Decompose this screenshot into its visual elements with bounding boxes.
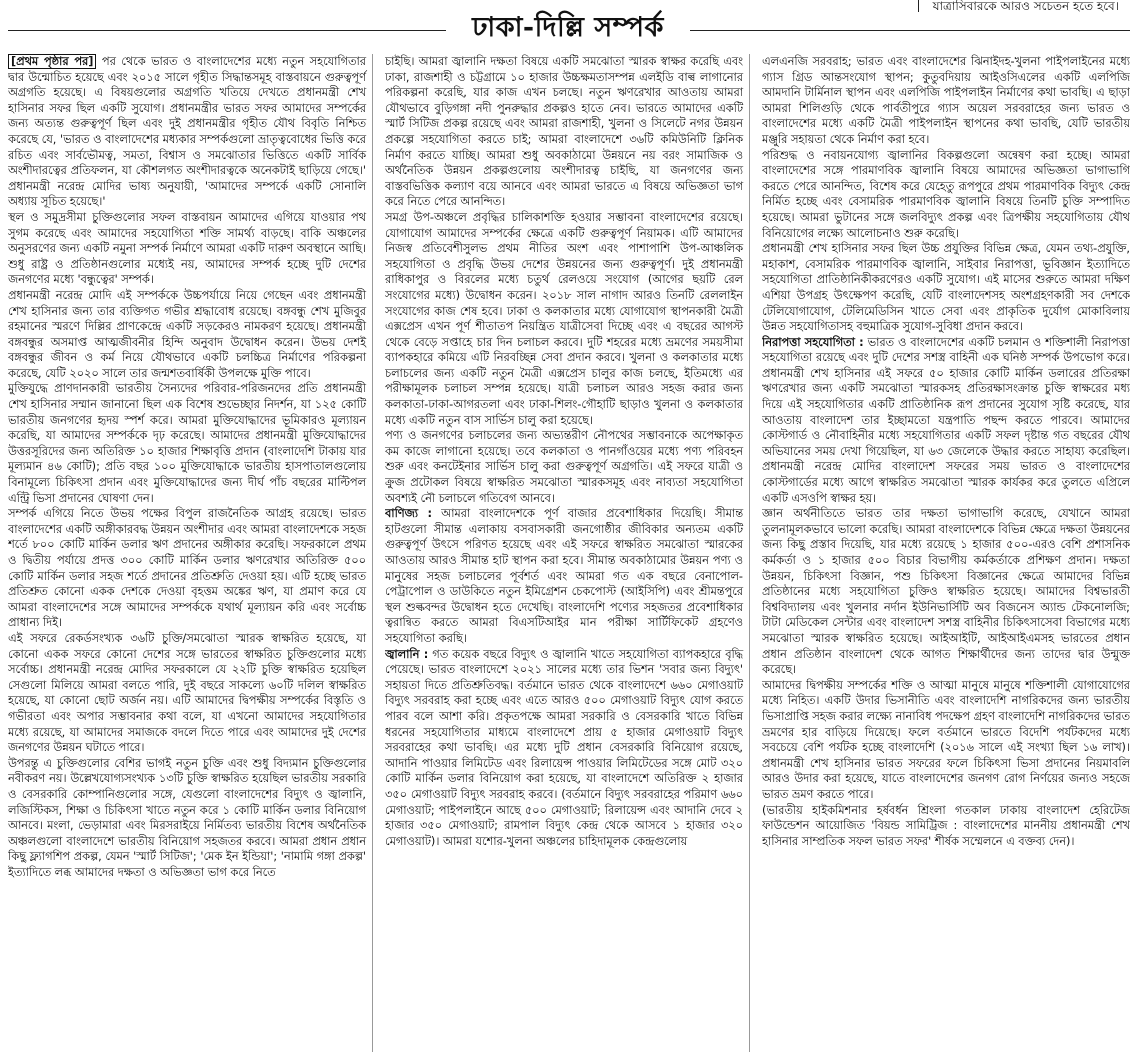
paragraph-text: পণ্য ও জনগণের চলাচলের জন্য অভ্যন্তরীণ নৌপথের সম্ভাবনাকে অপেক্ষাকৃত কম কাজে লাগানো হয়েছে। তবে কলকাতা ও পানগাঁওয়ের মধ্যে পণ্য পরিবহন শুরু এবং কনটেইনার সার্ভিস চালু করা গুরুত্বপূর্ণ অগ্রগতি। এই সফরে যাত্রী ও ক্রুজ প্রটোকল বিষয়ে স্বাক্ষরিত সমঝোতা স্মারকসমূহ এবং নাব্যতা সহযোগিতা অবশ্যই নৌ চলাচলে গতিবেগ আনবে। <box>385 429 743 505</box>
paragraph-text: গত কয়েক বছরে বিদ্যুৎ ও জ্বালানি খাতে সহযোগিতা ব্যাপকহারে বৃদ্ধি পেয়েছে। ভারত বাংলাদেশে ২০২১ সালের মধ্যে তার ভিশন 'সবার জন্য বিদ্যুৎ' সহায়তা দিতে প্রতিশ্রুতিবদ্ধ। বর্তমানে ভারত থেকে বাংলাদেশে ৬৬০ মেগাওয়াট বিদ্যুৎ সরবরাহ করা হচ্ছে এবং এতে আরও ৫০০ মেগাওয়াট বিদ্যুৎ যোগ করতে পারব বলে আশা করি। প্রকৃতপক্ষে আমরা সরকারি ও বেসরকারি খাতে বিভিন্ন ধরনের সহযোগিতার মাধ্যমে বাংলাদেশে প্রায় ৫ হাজার মেগাওয়াট বিদ্যুৎ সরবরাহের কথা ভাবছি। এর মধ্যে দুটি প্রধান বেসরকারি বিনিয়োগ রয়েছে, আদানি পাওয়ার লিমিটেড এবং রিলায়েন্স পাওয়ার লিমিটেডের সঙ্গে মোট ৩২০ কোটি মার্কিন ডলার বিনিয়োগ করা হয়েছে, যা বাংলাদেশে অতিরিক্ত ২ হাজার ৩৫০ মেগাওয়াট বিদ্যুৎ সরবরাহ করবে। (বর্তমানে বিদ্যুৎ সরবরাহের পরিমাণ ৬৬০ মেগাওয়াট; পাইপলাইনে আছে ৫০০ মেগাওয়াট; রিলায়েন্স এবং আদানি দেবে ২ হাজার ৩৫০ মেগাওয়াট; রামপাল বিদ্যুৎ কেন্দ্র থেকে আসবে ১ হাজার ৩২০ মেগাওয়াট)। আমরা যশোর-খুলনা অঞ্চলের চাহিদামূলক কেন্দ্রগুলোয় <box>385 647 743 848</box>
paragraph-text: এই সফরে রেকর্ডসংখ্যক ৩৬টি চুক্তি/সমঝোতা স্মারক স্বাক্ষরিত হয়েছে, যা কোনো একক সফরে কোনো দেশের সঙ্গে ভারতের স্বাক্ষরিত চুক্তিগুলোর মধ্যে সর্বোচ্চ। প্রধানমন্ত্রী নরেন্দ্র মোদির সফরকালে যে ২২টি চুক্তি স্বাক্ষরিত হয়েছিল সেগুলো মিলিয়ে আমরা বলতে পারি, দুই বছরে সাকল্যে ৬০টি দলিল স্বাক্ষরিত হয়েছে, যা কোনো ছোট অর্জন নয়। এটি আমাদের দ্বিপক্ষীয় সম্পর্কের বিস্তৃতি ও গভীরতা এবং অপার সম্ভাবনার কথা বলে, যা এখনো আমাদের সহযোগিতার মধ্যে রয়েছে, যা আমাদের সমাজকে বদলে দিতে পারে এবং আমাদের দুই দেশের জনগণের উন্নয়ন ঘটাতে পারে। <box>8 631 366 755</box>
article-paragraph <box>8 54 366 210</box>
paragraph-lead: নিরাপত্তা সহযোগিতা : <box>762 335 864 349</box>
article-paragraph <box>8 506 366 631</box>
article-paragraph <box>762 54 1130 148</box>
article-paragraph <box>762 803 1130 850</box>
article-paragraph <box>762 241 1130 335</box>
article-body <box>8 54 1130 1052</box>
title-rule-right <box>690 30 1130 31</box>
article-paragraph <box>8 210 366 288</box>
paragraph-text: ভারত ও বাংলাদেশের একটি চলমান ও শক্তিশালী নিরাপত্তা সহযোগিতা রয়েছে এবং দুটি দেশের সশস্ত্র বাহিনী এক ঘনিষ্ঠ সম্পর্ক উপভোগ করে। প্রধানমন্ত্রী শেখ হাসিনার এই সফরে ৫০ হাজার কোটি মার্কিন ডলারের প্রতিরক্ষা ঋণরেখার জন্য একটি সমঝোতা স্মারকসহ প্রতিরক্ষাসংক্রান্ত চুক্তি স্বাক্ষরের মধ্য দিয়ে এই সহযোগিতার একটি প্রাতিষ্ঠানিক রূপ প্রদানের সুযোগ সৃষ্টি করেছে, যার আওতায় বাংলাদেশ তার ইচ্ছামতো যন্ত্রপাতি পছন্দ করতে পারবে। আমাদের কোস্টগার্ড ও নৌবাহিনীর মধ্যে সহযোগিতার একটি সফল দৃষ্টান্ত গত বছরের যৌথ অভিযানের সময় দেখা গিয়েছিল, যা ৬৩ জেলেকে উদ্ধার করতে সাহায্য করেছিল। প্রধানমন্ত্রী নরেন্দ্র মোদির বাংলাদেশ সফরের সময় ভারত ও বাংলাদেশের কোস্টগার্ডের মধ্যে আগে স্বাক্ষরিত সমঝোতা স্মারক কার্যকর করে তুলতে এপ্রিলে একটি এসওপি স্বাক্ষর হয়। <box>762 335 1130 505</box>
paragraph-text: প্রধানমন্ত্রী শেখ হাসিনার সফর ছিল উচ্চ প্রযুক্তির বিভিন্ন ক্ষেত্র, যেমন তথ্য-প্রযুক্তি, মহাকাশ, বেসামরিক পারমাণবিক জ্বালানি, সাইবার নিরাপত্তা, ভূবিজ্ঞান ইত্যাদিতে সহযোগিতা প্রাতিষ্ঠানিকীকরণেরও একটি সুযোগ। এই মাসের শুরুতে আমরা দক্ষিণ এশিয়া উপগ্রহ উৎক্ষেপণ করেছি, যেটি বাংলাদেশসহ অংশগ্রহণকারী সব দেশকে টেলিযোগাযোগ, টেলিমেডিসিন খাতে সেবা এবং প্রাকৃতিক দুর্যোগ মোকাবিলায় উন্নত সহযোগিতাসহ বহুমাত্রিক সুযোগ-সুবিধা প্রদান করবে। <box>762 242 1130 334</box>
paragraph-text: (ভারতীয় হাইকমিশনার হর্ষবর্ধন শ্রিংলা গতকাল ঢাকায় বাংলাদেশ হেরিটেজ ফাউন্ডেশন আয়োজিত 'বিয়ন্ড সামিট্রিজ : বাংলাদেশের মাননীয় প্রধানমন্ত্রী শেখ হাসিনার সাম্প্রতিক সফল ভারত সফর' শীর্ষক সম্মেলনে এ বক্তব্য দেন)। <box>762 803 1130 848</box>
article-column-2 <box>385 54 750 1052</box>
paragraph-text: প্রধানমন্ত্রী নরেন্দ্র মোদি এই সম্পর্ককে উচ্চপর্যায়ে নিয়ে গেছেন এবং প্রধানমন্ত্রী শেখ হাসিনার জন্য তার ব্যক্তিগত গভীর শ্রদ্ধাবোধ রয়েছে। বঙ্গবন্ধু শেখ মুজিবুর রহমানের স্মরণে দিল্লির প্রাণকেন্দ্রে একটি সড়কেরও নামকরণ হয়েছে। প্রধানমন্ত্রী বঙ্গবন্ধুর অসমাপ্ত আত্মজীবনীর হিন্দি অনুবাদ উদ্বোধন করেন। উভয় দেশই বঙ্গবন্ধুর জীবন ও কর্ম নিয়ে যৌথভাবে একটি চলচ্চিত্র নির্মাণের পরিকল্পনা করেছে, যেটি ২০২০ সালে তার জন্মশতবার্ষিকী উপলক্ষে মুক্তি পাবে। <box>8 288 366 380</box>
paragraph-text: পরিশুদ্ধ ও নবায়নযোগ্য জ্বালানির বিকল্পগুলো অন্বেষণ করা হচ্ছে। আমরা বাংলাদেশের সঙ্গে পারমাণবিক জ্বালানি বিষয়ে আমাদের অভিজ্ঞতা ভাগাভাগি করতে পেরে আনন্দিত, বিশেষ করে যেহেতু রূপপুরে প্রথম পারমাণবিক বিদ্যুৎ কেন্দ্র নির্মিত হচ্ছে এবং বেসামরিক পারমাণবিক জ্বালানি বিষয়ে তিনটি চুক্তি সম্পাদিত হয়েছে। আমরা ভুটানের সঙ্গে জলবিদ্যুৎ প্রকল্প এবং ত্রিপক্ষীয় সহযোগিতায় যৌথ বিনিয়োগের লক্ষ্যে আলোচনাও শুরু করেছি। <box>762 148 1130 240</box>
article-paragraph <box>762 335 1130 507</box>
paragraph-text: এলএনজি সরবরাহ; ভারত এবং বাংলাদেশের ঝিনাইদহ-খুলনা পাইপলাইনের মধ্যে গ্যাস গ্রিড আন্তসংযোগ স্থাপন; কুতুবদিয়ায় আইওসিএলের একটি এলপিজি আমদানি টার্মিনাল স্থাপন এবং এলপিজি পাইপলাইন নির্মাণের কথা ভাবছি। এ ছাড়া আমরা শিলিগুড়ি থেকে পার্বতীপুরে গ্যাস অয়েল সরবরাহের জন্য ভারত ও বাংলাদেশের মধ্যে একটি মৈত্রী পাইপলাইন স্থাপনের কথা ভাবছি, যেটি ভারতীয় মঞ্জুরি সহায়তা থেকে নির্মাণ করা হবে। <box>762 55 1130 146</box>
title-rule-left <box>8 30 446 31</box>
article-paragraph <box>385 647 743 850</box>
article-paragraph <box>8 631 366 756</box>
paragraph-text: চাইছি। আমরা জ্বালানি দক্ষতা বিষয়ে একটি সমঝোতা স্মারক স্বাক্ষর করেছি এবং ঢাকা, রাজশাহী ও চট্টগ্রামে ১০ হাজার উচ্চক্ষমতাসম্পন্ন এলইডি বাল্ব লাগানোর পরিকল্পনা করেছি, যার কাজ এখন চলছে। নতুন ঋণরেখার আওতায় আমরা যৌথভাবে বুড়িগঙ্গা নদী পুনরুদ্ধার প্রকল্পও হাতে নেব। ভারতে আমাদের একটি স্মার্ট সিটিজ প্রকল্প রয়েছে এবং আমরা রাজশাহী, খুলনা ও সিলেটে নগর উন্নয়ন প্রকল্পে সহযোগিতা করতে চাই; আমরা বাংলাদেশে ৩৬টি কমিউনিটি ক্লিনিক নির্মাণ করতে যাচ্ছি। আমরা শুধু অবকাঠামো উন্নয়নে নয় বরং সামাজিক ও অর্থনৈতিক উন্নয়ন প্রকল্পগুলোয় অংশীদারত্ব চাইছি, যা জনগণের জন্য বাস্তবভিত্তিক কল্যাণ বয়ে আনবে এবং আমরা ভারতে এ বিষয়ে অভিজ্ঞতা ভাগ করে নিতে পেরে আনন্দিত। <box>385 55 743 209</box>
paragraph-lead: বাণিজ্য : <box>385 507 433 521</box>
paragraph-text: আমরা বাংলাদেশকে পূর্ণ বাজার প্রবেশাধিকার দিয়েছি। সীমান্ত হাটগুলো সীমান্ত এলাকায় বসবাসকারী জনগোষ্ঠীর জীবিকার অন্যতম একটি গুরুত্বপূর্ণ উৎসে পরিণত হয়েছে এবং এই সফরে স্বাক্ষরিত সমঝোতা স্মারকের আওতায় আরও সীমান্ত হাট স্থাপন করা হবে। সীমান্ত অবকাঠামোর উন্নয়ন পণ্য ও মানুষের সহজ চলাচলের পূর্বশর্ত এবং আমরা গত এক বছরে বেনাপোল-পেট্রাপোল ও ডাউকিতে নতুন ইমিগ্রেশন চেকপোস্ট (আইসিপি) এবং শ্রীমন্তপুরে স্থল শুল্কবন্দর উদ্বোধন হতে দেখেছি। বাংলাদেশি পণ্যের সহজতর প্রবেশাধিকার ত্বরান্বিত করতে আমরা বিএসটিআইর মান পরীক্ষা সার্টিফিকেট গ্রহণেও সহযোগিতা করছি। <box>385 507 743 645</box>
paragraph-lead: [প্রথম পৃষ্ঠার পর] <box>8 54 96 69</box>
paragraph-text: উপরন্তু এ চুক্তিগুলোর বেশির ভাগই নতুন চুক্তি এবং শুধু বিদ্যমান চুক্তিগুলোর নবীকরণ নয়। উল্লেখযোগ্যসংখ্যক ১৩টি চুক্তি স্বাক্ষরিত হয়েছিল ভারতীয় সরকারি ও বেসরকারি কোম্পানিগুলোর সঙ্গে, যেগুলো বাংলাদেশের বিদ্যুৎ ও জ্বালানি, লজিস্টিকস, শিক্ষা ও চিকিৎসা খাতে নতুন করে ১ কোটি মার্কিন ডলার বিনিয়োগ আনবে। মংলা, ভেড়ামারা এবং মিরসরাইয়ে নির্মিতব্য ভারতীয় বিশেষ অর্থনৈতিক অঞ্চলগুলো বাংলাদেশে ভারতীয় বিনিয়োগ সহজতর করবে। আমরা প্রধান প্রধান কিছু ফ্ল্যাগশিপ প্রকল্প, যেমন 'স্মার্ট সিটিজ'; 'মেক ইন ইন্ডিয়া'; 'নামামি গঙ্গা প্রকল্প' ইত্যাদিতে লব্ধ আমাদের দক্ষতা ও অভিজ্ঞতা ভাগ করে নিতে <box>8 756 366 879</box>
article-paragraph <box>8 756 366 881</box>
article-paragraph <box>762 148 1130 242</box>
article-paragraph <box>762 506 1130 678</box>
article-headline: ঢাকা-দিল্লি সম্পর্ক <box>472 12 664 43</box>
paragraph-text: সম্পর্ক এগিয়ে নিতে উভয় পক্ষের বিপুল রাজনৈতিক আগ্রহ রয়েছে। ভারত বাংলাদেশের একটি অঙ্গীকারবদ্ধ উন্নয়ন অংশীদার এবং আমরা বাংলাদেশকে সহজ শর্তে ৮০০ কোটি মার্কিন ডলার ঋণ প্রদানের অঙ্গীকার করেছি। সফরকালে প্রথম ও দ্বিতীয় পর্যায়ে প্রদত্ত ৩০০ কোটি মার্কিন ডলার ঋণরেখার অতিরিক্ত ৫০০ কোটি মার্কিন ডলার সহজ শর্তে প্রদানের প্রতিশ্রুতি দেওয়া হয়। এটি হচ্ছে ভারত প্রতিশ্রুত কোনো একক দেশকে দেওয়া বৃহত্তম অঙ্কের ঋণ, যা প্রমাণ করে যে আমরা বাংলাদেশের সঙ্গে আমাদের সম্পর্ককে যথার্থ মূল্যায়ন করি এবং সর্বোচ্চ প্রাধান্য দিই। <box>8 507 366 630</box>
paragraph-lead: জ্বালানি : <box>385 647 429 661</box>
article-column-1 <box>8 54 373 1052</box>
paragraph-text: পর থেকে ভারত ও বাংলাদেশের মধ্যে নতুন সহযোগিতার দ্বার উন্মোচিত হয়েছে এবং ২০১৫ সালে গৃহীত সিদ্ধান্তসমূহ বাস্তবায়নে গুরুত্বপূর্ণ অগ্রগতি হয়েছে। এ বিষয়গুলোর অগ্রগতি খতিয়ে দেখতে প্রধানমন্ত্রী শেখ হাসিনার সফর ছিল একটি সুযোগ। প্রধানমন্ত্রীর ভারত সফর আমাদের সম্পর্কের জন্য অত্যন্ত গুরুত্বপূর্ণ ছিল এবং দুই প্রধানমন্ত্রীর গৃহীত যৌথ বিবৃতি নিশ্চিত করেছে যে, 'ভারত ও বাংলাদেশের মধ্যকার সম্পর্কগুলো ভ্রাতৃত্ববোধের ভিত্তি করে রচিত এবং সার্বভৌমত্ব, সমতা, বিশ্বাস ও সমঝোতার ভিত্তিতে একটি সার্বিক অংশীদারত্বের প্রতিফলন, যা কৌশলগত অংশীদারত্বকে অনেকটাই ছাড়িয়ে গেছে।' প্রধানমন্ত্রী নরেন্দ্র মোদির ভাষ্য অনুযায়ী, 'আমাদের সম্পর্কে একটি সোনালি অধ্যায় সূচিত হয়েছে।' <box>8 55 366 209</box>
previous-article-tail: যাত্রাসিবারকে আরও সচেতন হতে হবে। <box>918 0 1119 12</box>
paragraph-text: মুক্তিযুদ্ধে প্রাণদানকারী ভারতীয় সৈন্যদের পরিবার-পরিজনদের প্রতি প্রধানমন্ত্রী শেখ হাসিনার সম্মান জানানো ছিল এক বিশেষ শুভেচ্ছার নিদর্শন, যা ১২৫ কোটি ভারতীয় জনগণের হৃদয় স্পর্শ করে। আমরা মুক্তিযোদ্ধাদের ভূমিকারও মূল্যায়ন করেছি, যা আমাদের সম্পর্ককে দৃঢ় করেছে। আমাদের প্রধানমন্ত্রী মুক্তিযোদ্ধাদের উত্তরসূরিদের জন্য অতিরিক্ত ১০ হাজার শিক্ষাবৃত্তি প্রদান (বাংলাদেশি টাকায় যার মূল্যমান ৪৬ কোটি); প্রতি বছর ১০০ মুক্তিযোদ্ধাকে ভারতীয় হাসপাতালগুলোয় বিনামূল্যে চিকিৎসা প্রদান এবং মুক্তিযোদ্ধাদের জন্য দীর্ঘ পাঁচ বছরের মাল্টিপল এন্ট্রি ভিসা প্রদানের ঘোষণা দেন। <box>8 382 366 505</box>
article-paragraph <box>8 381 366 506</box>
paragraph-text: আমাদের দ্বিপক্ষীয় সম্পর্কের শক্তি ও আত্মা মানুষে মানুষে শক্তিশালী যোগাযোগের মধ্যে নিহিত। একটি উদার ভিসানীতি এবং বাংলাদেশি নাগরিকদের জন্য ভারতীয় ভিসাপ্রাপ্তি সহজ করার লক্ষ্যে নানাবিধ পদক্ষেপ গ্রহণ বাংলাদেশি নাগরিকদের ভারত ভ্রমণের হার বাড়িয়ে দিয়েছে। ফলে বর্তমানে ভারতে বিদেশি পর্যটকদের মধ্যে সবচেয়ে বেশি পর্যটক হচ্ছে বাংলাদেশি (২০১৬ সালে এই সংখ্যা ছিল ১৬ লাখ)। প্রধানমন্ত্রী শেখ হাসিনার ভারত সফরের ফলে চিকিৎসা ভিসা প্রদানের নিয়মাবলি আরও উদার করা হয়েছে, যাতে বাংলাদেশের জনগণ রোগ নির্ণয়ের জন্যও সহজে ভারত ভ্রমণ করতে পারে। <box>762 678 1130 801</box>
article-paragraph <box>385 54 743 210</box>
article-paragraph <box>8 288 366 382</box>
paragraph-text: জ্ঞান অর্থনীতিতে ভারত তার দক্ষতা ভাগাভাগি করেছে, যেখানে আমরা তুলনামূলকভাবে ভালো করেছি। আমরা বাংলাদেশকে বিভিন্ন ক্ষেত্রে দক্ষতা উন্নয়নের জন্য কিছু প্রস্তাব দিয়েছি, যার মধ্যে রয়েছে ১ হাজার ৫০০-এরও বেশি প্রশাসনিক কর্মকর্তা ও ১ হাজার ৫০০ বিচার বিভাগীয় কর্মকর্তাকে প্রশিক্ষণ প্রদান। দক্ষতা উন্নয়ন, চিকিৎসা বিজ্ঞান, পশু চিকিৎসা বিজ্ঞানের ক্ষেত্রে আমাদের বিভিন্ন প্রতিষ্ঠানের মধ্যে সহযোগিতা চুক্তিও স্বাক্ষরিত হয়েছে। আমাদের বিশ্বভারতী বিশ্ববিদ্যালয় এবং খুলনার নর্দান ইউনিভার্সিটি অব বিজনেস অ্যান্ড টেকনোলজি; টাটা মেডিকেল সেন্টার এবং বাংলাদেশ সশস্ত্র বাহিনীর চিকিৎসাসেবা বিভাগের মধ্যে সমঝোতা স্মারক স্বাক্ষরিত হয়েছে। আইআইটি, আইআইএমসহ ভারতের প্রধান প্রধান প্রতিষ্ঠান বাংলাদেশ থেকে আগত শিক্ষার্থীদের জন্য তাদের দ্বার উন্মুক্ত করেছে। <box>762 507 1130 677</box>
article-paragraph <box>385 506 743 646</box>
paragraph-text: সমগ্র উপ-অঞ্চলে প্রবৃদ্ধির চালিকাশক্তি হওয়ার সম্ভাবনা বাংলাদেশের রয়েছে। যোগাযোগ আমাদের সম্পর্কের ক্ষেত্রে একটি গুরুত্বপূর্ণ নিয়ামক। এটি আমাদের নিজস্ব প্রতিবেশীসুলভ প্রথম নীতির অংশ এবং পাশাপাশি উপ-আঞ্চলিক সহযোগিতা ও প্রবৃদ্ধি উভয় দেশের উন্নয়নের জন্য গুরুত্বপূর্ণ। দুই প্রধানমন্ত্রী রাধিকাপুর ও বিরলের মধ্যে চতুর্থ রেলওয়ে সংযোগ (আগের ছয়টি রেল সংযোগের মধ্যে) উদ্বোধন করেন। ২০১৮ সাল নাগাদ আরও তিনটি রেললাইন সংযোগের কাজ শেষ হবে। ঢাকা ও কলকাতার মধ্যে যোগাযোগ স্থাপনকারী মৈত্রী এক্সপ্রেস এখন পূর্ণ শীতাতপ নিয়ন্ত্রিত যাত্রীসেবা দিচ্ছে এবং এ বছরের আগস্ট থেকে বেড়ে সপ্তাহে চার দিন চলাচল করবে। দুটি শহরের মধ্যে ভ্রমণের সময়সীমা ব্যাপকহারে কমিয়ে এটি নিরবচ্ছিন্ন সেবা প্রদান করবে। খুলনা ও কলকাতার মধ্যে চলাচলের জন্য একটি নতুন মৈত্রী এক্সপ্রেস চালুর কাজ চলছে, ইতিমধ্যে এর পরীক্ষামূলক চলাচল সম্পন্ন হয়েছে। যাত্রী চলাচল আরও সহজ করার জন্য কলকাতা-ঢাকা-আগরতলা এবং ঢাকা-শিলং-গৌহাটি ছাড়াও খুলনা ও কলকাতার মধ্যে একটি নতুন বাস সার্ভিস চালু করা হয়েছে। <box>385 210 743 427</box>
article-paragraph <box>762 678 1130 803</box>
article-column-3 <box>762 54 1130 1052</box>
article-paragraph <box>385 210 743 428</box>
article-paragraph <box>385 428 743 506</box>
paragraph-text: স্থল ও সমুদ্রসীমা চুক্তিগুলোর সফল বাস্তবায়ন আমাদের এগিয়ে যাওয়ার পথ সুগম করেছে এবং আমাদের সহযোগিতা শক্তি সামর্থ্য বাড়ছে। বাকি অঞ্চলের অনুসরণের জন্য একটি নমুনা সম্পর্ক নির্মাণে আমরা একটি দারুণ অবস্থানে আছি। শুধু রাষ্ট্র ও প্রতিষ্ঠানগুলোর মধ্যেই নয়, আমাদের সম্পর্ক হচ্ছে দুটি দেশের জনগণের মধ্যে 'বন্ধুত্বের' সম্পর্ক। <box>8 210 366 287</box>
